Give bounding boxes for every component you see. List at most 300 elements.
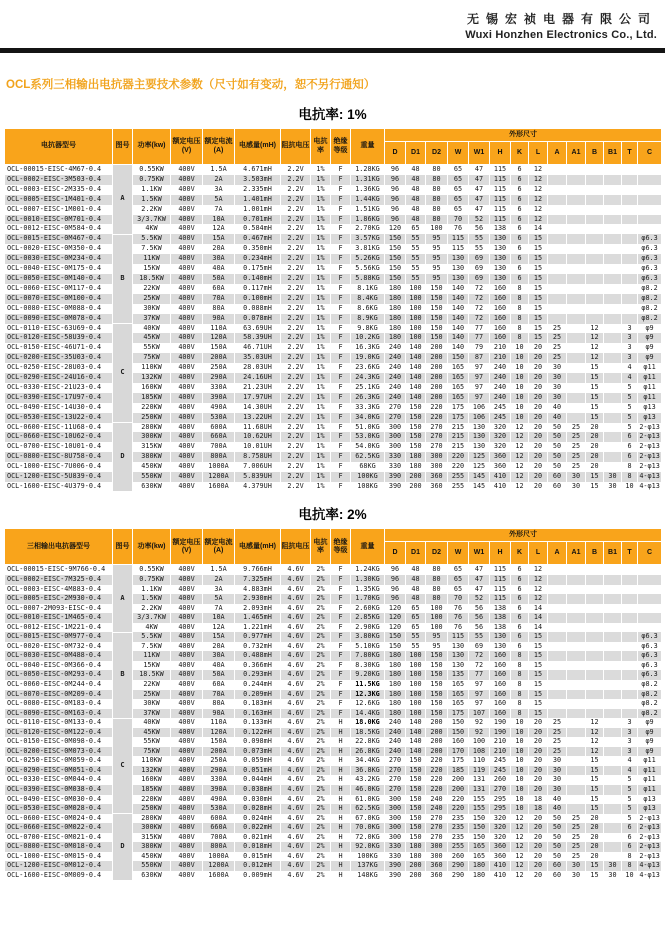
cell-current: 90A (203, 709, 235, 719)
cell-inductance: 17.97UH (235, 393, 281, 403)
cell-dim-c: φ11 (638, 756, 662, 766)
col-header-dim-w1: W1 (469, 542, 490, 565)
cell-dim-h: 410 (490, 472, 511, 482)
cell-impedance-voltage: 4.6V (281, 747, 311, 757)
cell-dim-a1 (567, 670, 586, 680)
cell-dim-d2: 300 (426, 462, 448, 472)
cell-model: OCL-1000-EISC-7U006-0.4 (5, 462, 113, 472)
cell-dim-k: 12 (511, 823, 529, 833)
cell-dim-d: 96 (385, 165, 406, 175)
table-row (5, 747, 662, 757)
cell-dim-t (622, 234, 638, 244)
table-title-1-percent: 电抗率: 1% (298, 107, 367, 122)
cell-voltage: 400V (171, 852, 203, 862)
cell-inductance: 0.584mH (235, 224, 281, 234)
cell-impedance-voltage: 4.6V (281, 785, 311, 795)
cell-dim-h: 160 (490, 670, 511, 680)
cell-voltage: 400V (171, 690, 203, 700)
cell-impedance-voltage: 2.2V (281, 274, 311, 284)
table-row (5, 814, 662, 824)
cell-dim-b: 15 (586, 861, 604, 871)
cell-model: OCL-0150-EISC-0M098-0.4 (5, 737, 113, 747)
cell-dim-k: 12 (511, 423, 529, 433)
cell-weight: 34.0KG (351, 413, 385, 423)
cell-dim-t: 4 (622, 766, 638, 776)
cell-insulation-class: F (331, 623, 351, 633)
cell-reactance-rate: 2% (311, 604, 331, 614)
cell-dim-w1: 72 (469, 651, 490, 661)
cell-dim-w1: 87 (469, 353, 490, 363)
cell-dim-d: 96 (385, 185, 406, 195)
cell-dim-a1 (567, 324, 586, 334)
cell-dim-a1 (567, 585, 586, 595)
cell-dim-c: φ9 (638, 343, 662, 353)
cell-dim-d1: 100 (406, 709, 426, 719)
cell-impedance-voltage: 2.2V (281, 353, 311, 363)
cell-dim-d1: 150 (406, 804, 426, 814)
table-row (5, 254, 662, 264)
cell-dim-w1: 150 (469, 823, 490, 833)
cell-current: 30A (203, 254, 235, 264)
cell-dim-l: 14 (529, 613, 548, 623)
cell-reactance-rate: 1% (311, 432, 331, 442)
table-row (5, 294, 662, 304)
cell-dim-l: 20 (529, 393, 548, 403)
table-row (5, 565, 662, 575)
cell-dim-a (548, 661, 567, 671)
cell-dim-b1 (604, 442, 622, 452)
cell-inductance: 11.68UH (235, 423, 281, 433)
cell-insulation-class: F (331, 594, 351, 604)
cell-reactance-rate: 2% (311, 871, 331, 881)
figure-group-label: A (113, 565, 133, 632)
cell-inductance: 7.006UH (235, 462, 281, 472)
cell-dim-k: 6 (511, 224, 529, 234)
cell-weight: 2.90KG (351, 623, 385, 633)
cell-dim-w: 175 (448, 413, 469, 423)
cell-insulation-class: H (331, 728, 351, 738)
cell-dim-c: φ6.3 (638, 244, 662, 254)
cell-dim-c: φ6.3 (638, 661, 662, 671)
cell-dim-k: 10 (511, 785, 529, 795)
cell-dim-w1: 56 (469, 224, 490, 234)
cell-dim-d2: 150 (426, 699, 448, 709)
cell-dim-b (586, 709, 604, 719)
cell-model: OCL-0030-EISC-0M488-0.4 (5, 651, 113, 661)
cell-dim-k: 6 (511, 623, 529, 633)
cell-dim-w: 70 (448, 594, 469, 604)
cell-weight: 54.0KG (351, 442, 385, 452)
cell-model: OCL-0007-2M093-EISC-0.4 (5, 604, 113, 614)
cell-dim-t (622, 585, 638, 595)
cell-insulation-class: F (331, 175, 351, 185)
cell-model: OCL-0012-EISC-0M584-0.4 (5, 224, 113, 234)
cell-weight: 148KG (351, 871, 385, 881)
cell-dim-b1 (604, 833, 622, 843)
cell-reactance-rate: 2% (311, 747, 331, 757)
cell-dim-h: 115 (490, 594, 511, 604)
cell-dim-k: 6 (511, 642, 529, 652)
cell-dim-l: 20 (529, 823, 548, 833)
cell-dim-c: φ9 (638, 333, 662, 343)
cell-model: OCL-1200-EISC-0M012-0.4 (5, 861, 113, 871)
cell-dim-d: 180 (385, 670, 406, 680)
cell-dim-w1: 77 (469, 333, 490, 343)
cell-dim-w1: 55 (469, 244, 490, 254)
cell-dim-t: 5 (622, 393, 638, 403)
cell-reactance-rate: 1% (311, 393, 331, 403)
cell-weight: 72.0KG (351, 833, 385, 843)
cell-dim-h: 115 (490, 565, 511, 575)
cell-dim-h: 245 (490, 766, 511, 776)
cell-impedance-voltage: 2.2V (281, 432, 311, 442)
cell-dim-d: 300 (385, 442, 406, 452)
cell-dim-d: 330 (385, 852, 406, 862)
cell-weight: 22.8KG (351, 737, 385, 747)
cell-dim-a1 (567, 353, 586, 363)
cell-weight: 2.85KG (351, 613, 385, 623)
cell-voltage: 400V (171, 284, 203, 294)
cell-dim-b: 15 (586, 393, 604, 403)
cell-power: 37KW (133, 709, 171, 719)
cell-impedance-voltage: 2.2V (281, 195, 311, 205)
cell-reactance-rate: 2% (311, 651, 331, 661)
cell-power: 15KW (133, 661, 171, 671)
cell-voltage: 400V (171, 175, 203, 185)
cell-dim-d2: 200 (426, 353, 448, 363)
cell-dim-k: 8 (511, 680, 529, 690)
cell-dim-l: 12 (529, 594, 548, 604)
cell-dim-w1: 165 (469, 842, 490, 852)
cell-power: 300KW (133, 432, 171, 442)
reactance-2-percent-section (0, 503, 665, 881)
cell-reactance-rate: 2% (311, 680, 331, 690)
cell-insulation-class: F (331, 165, 351, 175)
cell-voltage: 400V (171, 842, 203, 852)
cell-dim-t: 10 (622, 871, 638, 881)
cell-voltage: 400V (171, 747, 203, 757)
cell-power: 280KW (133, 423, 171, 433)
cell-dim-c (638, 613, 662, 623)
cell-dim-w: 140 (448, 333, 469, 343)
cell-power: 2.2KW (133, 205, 171, 215)
cell-dim-d1: 55 (406, 234, 426, 244)
cell-power: 11KW (133, 254, 171, 264)
cell-insulation-class: F (331, 343, 351, 353)
cell-dim-d1: 200 (406, 482, 426, 492)
cell-impedance-voltage: 4.6V (281, 613, 311, 623)
cell-dim-c: φ8.2 (638, 284, 662, 294)
table-row (5, 718, 662, 728)
cell-dim-k: 10 (511, 737, 529, 747)
cell-voltage: 400V (171, 353, 203, 363)
cell-dim-t: 6 (622, 833, 638, 843)
cell-dim-d1: 48 (406, 565, 426, 575)
cell-reactance-rate: 2% (311, 833, 331, 843)
cell-model: OCL-1200-EISC-5U839-0.4 (5, 472, 113, 482)
cell-reactance-rate: 2% (311, 613, 331, 623)
cell-dim-b (586, 224, 604, 234)
table-row (5, 442, 662, 452)
cell-impedance-voltage: 4.6V (281, 775, 311, 785)
cell-model: OCL-0040-EISC-0M366-0.4 (5, 661, 113, 671)
cell-dim-a1: 25 (567, 442, 586, 452)
cell-impedance-voltage: 2.2V (281, 234, 311, 244)
cell-dim-d1: 65 (406, 604, 426, 614)
col-header-power: 功率(kw) (133, 129, 171, 165)
cell-current: 5A (203, 195, 235, 205)
cell-dim-w1: 72 (469, 294, 490, 304)
cell-weight: 5.10KG (351, 642, 385, 652)
cell-dim-k: 12 (511, 432, 529, 442)
cell-reactance-rate: 1% (311, 413, 331, 423)
cell-dim-k: 12 (511, 842, 529, 852)
cell-voltage: 400V (171, 718, 203, 728)
cell-dim-t: 3 (622, 333, 638, 343)
cell-dim-d2: 80 (426, 165, 448, 175)
cell-dim-d: 150 (385, 234, 406, 244)
cell-dim-d1: 150 (406, 814, 426, 824)
cell-dim-d1: 48 (406, 215, 426, 225)
cell-dim-d1: 140 (406, 343, 426, 353)
cell-dim-b1 (604, 680, 622, 690)
cell-dim-d2: 360 (426, 861, 448, 871)
cell-dim-d2: 200 (426, 393, 448, 403)
cell-dim-t: 10 (622, 482, 638, 492)
cell-dim-b1 (604, 642, 622, 652)
cell-current: 290A (203, 766, 235, 776)
cell-dim-d: 390 (385, 871, 406, 881)
cell-power: 75KW (133, 747, 171, 757)
cell-current: 700A (203, 442, 235, 452)
cell-insulation-class: F (331, 373, 351, 383)
col-header-dim-a: A (548, 142, 567, 165)
cell-impedance-voltage: 4.6V (281, 814, 311, 824)
cell-dim-w1: 92 (469, 718, 490, 728)
cell-impedance-voltage: 2.2V (281, 333, 311, 343)
col-header-dim-d: D (385, 142, 406, 165)
cell-dim-w: 185 (448, 766, 469, 776)
cell-dim-h: 295 (490, 804, 511, 814)
col-header-dim-c: C (638, 542, 662, 565)
cell-dim-d2: 240 (426, 804, 448, 814)
cell-dim-b (586, 205, 604, 215)
cell-dim-w1: 56 (469, 604, 490, 614)
cell-inductance: 9.766mH (235, 565, 281, 575)
cell-dim-h: 360 (490, 462, 511, 472)
cell-impedance-voltage: 4.6V (281, 565, 311, 575)
cell-inductance: 0.122mH (235, 728, 281, 738)
cell-weight: 26.8KG (351, 747, 385, 757)
cell-impedance-voltage: 2.2V (281, 462, 311, 472)
cell-dim-w1: 77 (469, 670, 490, 680)
cell-dim-b (586, 264, 604, 274)
cell-inductance: 3.503mH (235, 175, 281, 185)
cell-dim-b1 (604, 343, 622, 353)
cell-dim-k: 12 (511, 442, 529, 452)
cell-dim-d1: 140 (406, 737, 426, 747)
cell-dim-l: 20 (529, 363, 548, 373)
cell-power: 315KW (133, 442, 171, 452)
cell-model: OCL-0200-EISC-0M073-0.4 (5, 747, 113, 757)
cell-dim-b: 15 (586, 871, 604, 881)
cell-dim-c (638, 205, 662, 215)
cell-weight: 1.44KG (351, 195, 385, 205)
cell-dim-k: 6 (511, 575, 529, 585)
figure-group-label: D (113, 423, 133, 492)
cell-dim-h: 190 (490, 728, 511, 738)
cell-inductance: 0.098mH (235, 737, 281, 747)
cell-dim-w1: 92 (469, 728, 490, 738)
cell-dim-w1: 55 (469, 234, 490, 244)
cell-impedance-voltage: 4.6V (281, 737, 311, 747)
cell-dim-d1: 100 (406, 284, 426, 294)
cell-dim-h: 130 (490, 264, 511, 274)
cell-dim-a: 40 (548, 795, 567, 805)
cell-dim-w: 76 (448, 224, 469, 234)
cell-current: 70A (203, 690, 235, 700)
cell-reactance-rate: 1% (311, 274, 331, 284)
cell-dim-b (586, 314, 604, 324)
cell-reactance-rate: 1% (311, 472, 331, 482)
cell-dim-l: 12 (529, 565, 548, 575)
cell-dim-l: 20 (529, 756, 548, 766)
cell-dim-b (586, 234, 604, 244)
cell-dim-d1: 48 (406, 185, 426, 195)
cell-insulation-class: F (331, 442, 351, 452)
cell-inductance: 4.379UH (235, 482, 281, 492)
cell-dim-k: 6 (511, 195, 529, 205)
cell-dim-c: φ6.3 (638, 274, 662, 284)
cell-dim-k: 6 (511, 234, 529, 244)
cell-dim-h: 410 (490, 861, 511, 871)
cell-inductance: 2.930mH (235, 594, 281, 604)
cell-reactance-rate: 1% (311, 452, 331, 462)
cell-dim-k: 12 (511, 482, 529, 492)
cell-dim-b1 (604, 373, 622, 383)
cell-power: 55KW (133, 737, 171, 747)
cell-model: OCL-0080-EISC-0M183-0.4 (5, 699, 113, 709)
cell-dim-t (622, 670, 638, 680)
col-header-dim-d1: D1 (406, 142, 426, 165)
cell-current: 1000A (203, 462, 235, 472)
cell-current: 12A (203, 623, 235, 633)
company-name-cn: 无锡宏祯电器有限公司 (466, 12, 657, 26)
cell-dim-a1 (567, 623, 586, 633)
cell-dim-d2: 95 (426, 264, 448, 274)
cell-dim-b: 15 (586, 785, 604, 795)
cell-dim-k: 6 (511, 585, 529, 595)
cell-dim-d1: 100 (406, 699, 426, 709)
cell-weight: 10.2KG (351, 333, 385, 343)
cell-dim-a1: 30 (567, 861, 586, 871)
cell-power: 110KW (133, 756, 171, 766)
cell-dim-a1 (567, 604, 586, 614)
cell-dim-b: 20 (586, 842, 604, 852)
cell-dim-k: 6 (511, 185, 529, 195)
cell-dim-a: 30 (548, 383, 567, 393)
cell-model: OCL-0015-EISC-0M467-0.4 (5, 234, 113, 244)
cell-dim-t: 5 (622, 795, 638, 805)
cell-model: OCL-0010-EISC-0M701-0.4 (5, 215, 113, 225)
cell-dim-b1 (604, 709, 622, 719)
cell-dim-b1 (604, 804, 622, 814)
cell-dim-d2: 360 (426, 871, 448, 881)
cell-dim-k: 12 (511, 852, 529, 862)
cell-dim-a1 (567, 274, 586, 284)
cell-weight: 25.1KG (351, 383, 385, 393)
cell-dim-l: 15 (529, 670, 548, 680)
cell-dim-d: 180 (385, 324, 406, 334)
cell-dim-w1: 56 (469, 623, 490, 633)
cell-dim-a (548, 175, 567, 185)
cell-insulation-class: F (331, 403, 351, 413)
cell-dim-h: 240 (490, 383, 511, 393)
cell-dim-b1 (604, 264, 622, 274)
cell-dim-k: 6 (511, 565, 529, 575)
cell-dim-w: 165 (448, 699, 469, 709)
cell-dim-k: 10 (511, 383, 529, 393)
cell-dim-k: 8 (511, 709, 529, 719)
cell-reactance-rate: 1% (311, 383, 331, 393)
cell-dim-b: 20 (586, 452, 604, 462)
cell-dim-d2: 100 (426, 613, 448, 623)
cell-dim-a1: 25 (567, 852, 586, 862)
table-row (5, 833, 662, 843)
cell-dim-b: 12 (586, 324, 604, 334)
cell-weight: 5.26KG (351, 254, 385, 264)
cell-dim-d1: 48 (406, 205, 426, 215)
cell-dim-w: 200 (448, 785, 469, 795)
cell-dim-w1: 69 (469, 274, 490, 284)
table-row (5, 264, 662, 274)
cell-current: 50A (203, 274, 235, 284)
cell-inductance: 0.030mH (235, 795, 281, 805)
cell-inductance: 0.163mH (235, 709, 281, 719)
cell-dim-w: 130 (448, 274, 469, 284)
cell-dim-d2: 150 (426, 304, 448, 314)
cell-weight: 26.3KG (351, 393, 385, 403)
cell-voltage: 400V (171, 871, 203, 881)
cell-inductance: 0.732mH (235, 642, 281, 652)
cell-weight: 18.0KG (351, 718, 385, 728)
cell-voltage: 400V (171, 373, 203, 383)
cell-dim-a1 (567, 284, 586, 294)
cell-model: OCL-0070-EISC-0M209-0.4 (5, 690, 113, 700)
cell-dim-b: 12 (586, 353, 604, 363)
cell-dim-h: 320 (490, 823, 511, 833)
cell-dim-b: 20 (586, 814, 604, 824)
cell-power: 2.2KW (133, 604, 171, 614)
cell-dim-d2: 200 (426, 343, 448, 353)
cell-inductance: 0.038mH (235, 785, 281, 795)
cell-dim-c: 2-φ13 (639, 442, 660, 451)
cell-insulation-class: F (331, 353, 351, 363)
cell-dim-t (622, 565, 638, 575)
figure-group-label: C (113, 718, 133, 813)
cell-dim-t: 5 (622, 383, 638, 393)
cell-reactance-rate: 1% (311, 304, 331, 314)
cell-dim-b (586, 670, 604, 680)
cell-power: 7.5KW (133, 244, 171, 254)
cell-dim-d1: 200 (406, 472, 426, 482)
cell-inductance: 1.001mH (235, 205, 281, 215)
cell-dim-l: 12 (529, 185, 548, 195)
cell-dim-d1: 48 (406, 594, 426, 604)
cell-impedance-voltage: 2.2V (281, 254, 311, 264)
cell-dim-h: 138 (490, 604, 511, 614)
cell-dim-d1: 200 (406, 871, 426, 881)
